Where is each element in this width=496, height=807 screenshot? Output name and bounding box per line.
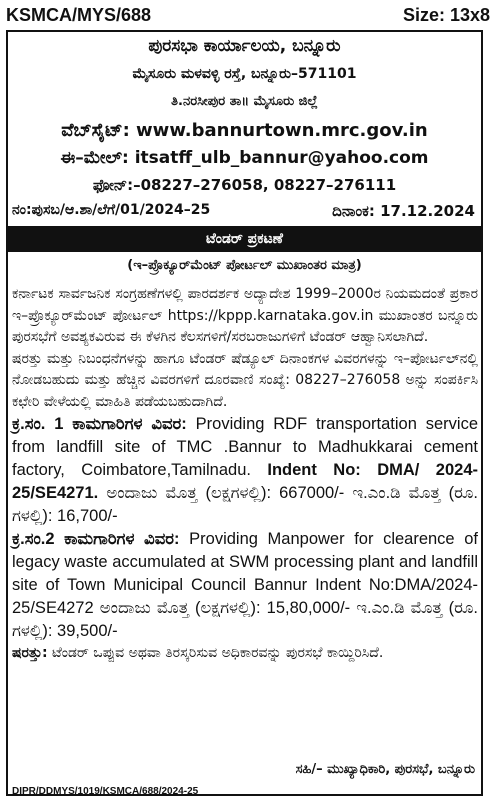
item2-lead: ಕ್ರ.ಸಂ.2 ಕಾಮಗಾರಿಗಳ ವಿವರ: bbox=[12, 530, 180, 548]
office-address: ಮೈಸೂರು ಮಳವಳ್ಳಿ ರಸ್ತೆ, ಬನ್ನೂರು–571101 bbox=[132, 66, 357, 82]
intro-paragraph: ಕರ್ನಾಟಕ ಸಾರ್ವಜನಿಕ ಸಂಗ್ರಹಣೆಗಳಲ್ಲಿ ಪಾರದರ್ಶಕ ಅದ್ಯಾದೇಶ 1999–2000ರ ನಿಯಮದಂತೆ ಪ್ರಕಾರ ಇ–ಪ್ರೊಕ್ಯೂರ್‌ಮೆಂಟ್ ಪೋರ್ಟಲ್ https://kppp.karnataka.gov.in ಮುಖಾಂತರ ಬನ್ನೂರು ಪುರಸಭೆಗೆ ಅವಶ್ಯಕವಿರುವ ಈ ಕೆಳಗಿನ ಕೆಲಸಗಳಿಗೆ/ಸರಬರಾಜುಗಳಿಗೆ ಟೆಂಡರ್ ಆಹ್ವಾನಿಸಲಾಗಿದೆ. bbox=[12, 286, 478, 345]
office-name: ಪುರಸಭಾ ಕಾರ್ಯಾಲಯ, ಬನ್ನೂರು bbox=[148, 36, 341, 56]
office-district: ತಿ.ನರಸೀಪುರ ತಾ॥ ಮೈಸೂರು ಜಿಲ್ಲೆ bbox=[171, 94, 318, 109]
item1-indent: Indent No: DMA/ 2024-25/SE4271. bbox=[12, 461, 478, 502]
tender-notice bbox=[6, 30, 483, 796]
item1-text: Providing RDF transportation service from landfill site of TMC .Bannur to Madhukkarai cement factory, Coimbatore,Tamilnadu. bbox=[12, 415, 478, 479]
item1-lead: ಕ್ರ.ಸಂ. 1 ಕಾಮಗಾರಿಗಳ ವಿವರ: bbox=[12, 415, 187, 433]
phone-line: ಫೋನ್:–08227–276058, 08227–276111 bbox=[92, 176, 397, 194]
top-bar bbox=[6, 2, 490, 28]
website-line: ವೆಬ್‌ಸೈಟ್: www.bannurtown.mrc.gov.in bbox=[61, 120, 428, 141]
signature: ಸಹಿ/– ಮುಖ್ಯಾಧಿಕಾರಿ, ಪುರಸಭೆ, ಬನ್ನೂರು bbox=[295, 762, 475, 777]
item2-amount: ಅಂದಾಜು ಮೊತ್ತ (ಲಕ್ಷಗಳಲ್ಲಿ): 15,80,000/- ಇ.ಎಂ.ಡಿ ಮೊತ್ತ (ರೂ. ಗಳಲ್ಲಿ): 39,500/- bbox=[12, 599, 478, 640]
work-item-1 bbox=[12, 413, 478, 528]
terms-paragraph bbox=[12, 643, 478, 665]
terms-lead: ಷರತ್ತು: bbox=[12, 645, 48, 661]
tender-banner: ಟೆಂಡರ್ ಪ್ರಕಟಣೆ bbox=[8, 226, 481, 252]
terms-text: ಟೆಂಡರ್ ಒಪ್ಪುವ ಅಥವಾ ತಿರಸ್ಕರಿಸುವ ಅಧಿಕಾರವನ್ನು ಪುರಸಭೆ ಕಾಯ್ದಿರಿಸಿದೆ. bbox=[52, 645, 384, 661]
item2-text: Providing Manpower for clearence of legacy waste accumulated at SWM processing plant and landfill site of Town Municipal Council Bannur Indent No:DMA/2024-25/SE4272 bbox=[12, 530, 478, 617]
notice-date: ದಿನಾಂಕ: 17.12.2024 bbox=[332, 202, 475, 220]
work-item-2 bbox=[12, 528, 478, 643]
details-paragraph: ಷರತ್ತು ಮತ್ತು ನಿಬಂಧನೆಗಳನ್ನು ಹಾಗೂ ಟೆಂಡರ್ ಷೆಡ್ಯೂಲ್ ದಿನಾಂಕಗಳ ವಿವರಗಳನ್ನು ಇ–ಪೋರ್ಟಲ್‌ನಲ್ಲಿ ನೋಡಬಹುದು ಮತ್ತು ಹೆಚ್ಚಿನ ವಿವರಗಳಿಗೆ ದೂರವಾಣಿ ಸಂಖ್ಯೆ: 08227–276058 ಅನ್ನು ಸಂಪರ್ಕಿಸಿ ಕಛೇರಿ ವೇಳೆಯಲ್ಲಿ ಮಾಹಿತಿ ಪಡೆಯಬಹುದಾಗಿದೆ. bbox=[12, 350, 478, 410]
ad-code: KSMCA/MYS/688 bbox=[6, 4, 152, 25]
item1-amount: ಅಂದಾಜು ಮೊತ್ತ (ಲಕ್ಷಗಳಲ್ಲಿ): 667000/- ಇ.ಎಂ.ಡಿ ಮೊತ್ತ (ರೂ. ಗಳಲ್ಲಿ): 16,700/- bbox=[12, 484, 478, 525]
ad-size: Size: 13x8 bbox=[402, 4, 490, 25]
tender-subtitle: (ಇ–ಪ್ರೊಕ್ಯೂರ್‌ಮೆಂಟ್ ಪೋರ್ಟಲ್ ಮುಖಾಂತರ ಮಾತ್ರ) bbox=[127, 258, 362, 273]
dipr-footer: DIPR/DDMYS/1019/KSMCA/688/2024-25 bbox=[12, 786, 199, 797]
notice-body bbox=[12, 284, 478, 665]
reference-number: ನಂ:ಪುಸಬ/ಆ.ಶಾ/ಲೆಗೆ/01/2024–25 bbox=[12, 202, 211, 218]
email-line: ಈ–ಮೇಲ್: itsatff_ulb_bannur@yahoo.com bbox=[60, 148, 429, 168]
reference-row bbox=[12, 202, 475, 220]
